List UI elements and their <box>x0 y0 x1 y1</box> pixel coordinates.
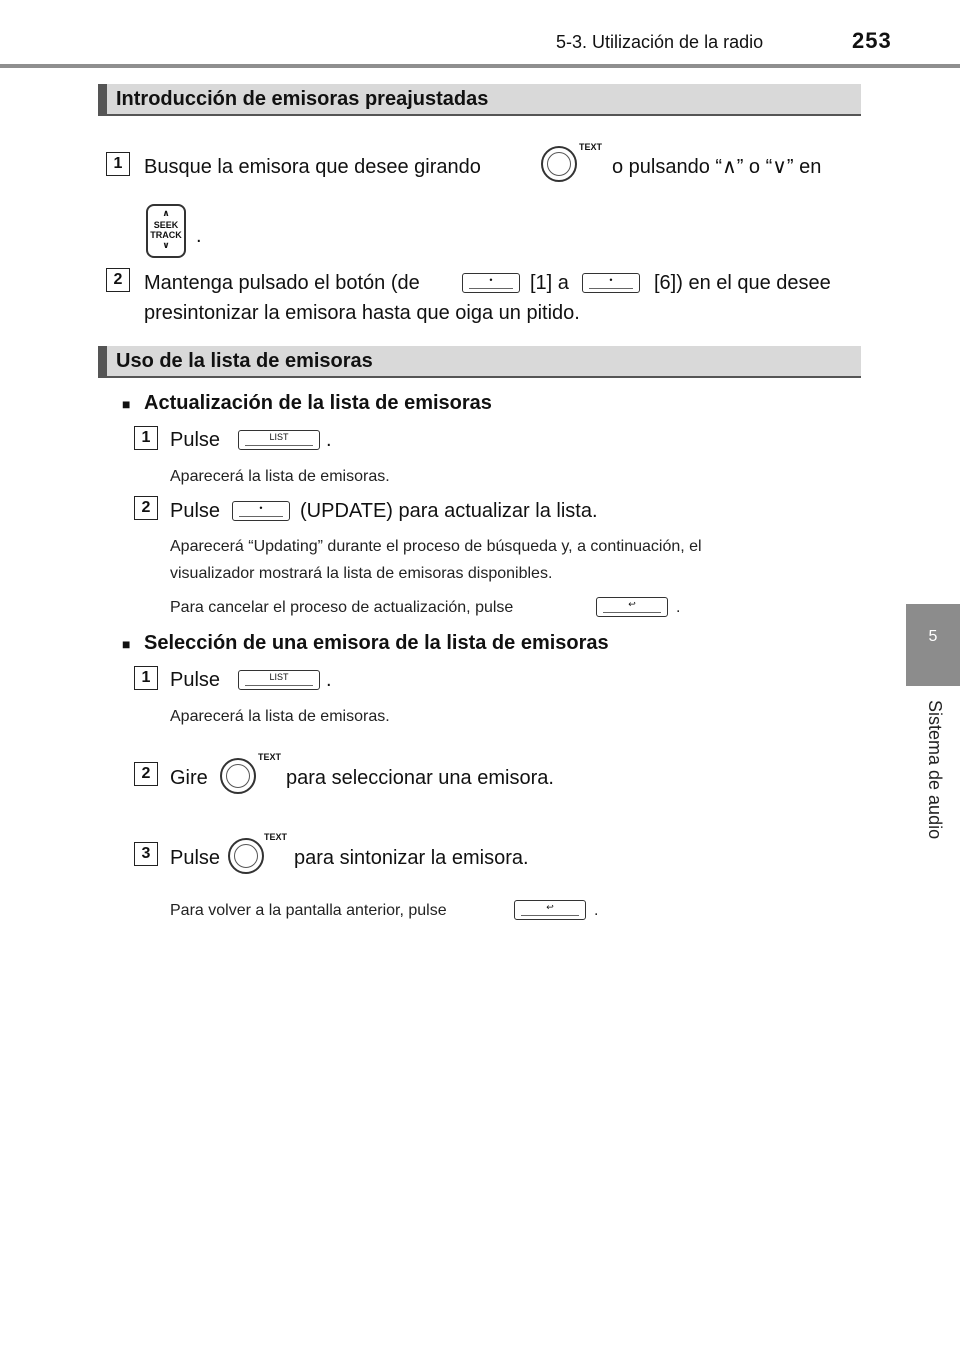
header-divider <box>0 64 960 68</box>
step-text: [1] a <box>530 272 569 294</box>
preset-button-icon: • <box>582 273 640 293</box>
step-note: Para cancelar el proceso de actualización, pulse <box>170 599 514 616</box>
step-text: presintonizar la emisora hasta que oiga un pitido. <box>144 302 580 324</box>
step-badge: 3 <box>134 842 158 866</box>
section-header-label: Uso de la lista de emisoras <box>116 350 373 372</box>
step-note: Aparecerá la lista de emisoras. <box>170 468 390 485</box>
step-text: Pulse <box>170 847 221 869</box>
step-badge: 1 <box>106 152 130 176</box>
bullet-square-icon: ■ <box>122 636 131 652</box>
bullet-square-icon: ■ <box>122 396 131 412</box>
subheading: Actualización de la lista de emisoras <box>144 392 492 414</box>
list-label: LIST <box>269 672 289 682</box>
step-text: para sintonizar la emisora. <box>294 847 529 869</box>
step-text: . <box>196 225 202 247</box>
step-note: . <box>676 599 681 616</box>
knob-text-label: TEXT <box>579 142 603 152</box>
step-note: . <box>594 902 599 919</box>
step-text: Busque la emisora que desee girando <box>144 156 481 178</box>
section-header-preset <box>98 84 861 116</box>
step-text: para seleccionar una emisora. <box>286 767 554 789</box>
seek-label: SEEK <box>153 220 179 230</box>
section-header-label: Introducción de emisoras preajustadas <box>116 88 489 110</box>
section-header-list <box>98 346 861 378</box>
track-label: TRACK <box>150 230 182 240</box>
preset-button-icon: • <box>462 273 520 293</box>
step-text: [6]) en el que desee <box>654 272 831 294</box>
step-text: Mantenga pulsado el botón (de <box>144 272 420 294</box>
step-text: o pulsando “∧” o “∨” en <box>612 156 822 178</box>
tune-knob-icon <box>228 832 288 874</box>
step-text: (UPDATE) para actualizar la lista. <box>300 500 598 522</box>
chapter-number: 5 <box>928 628 938 645</box>
tune-knob-icon <box>220 752 282 794</box>
page-number: 253 <box>852 28 892 53</box>
update-button-icon: • <box>232 501 290 521</box>
step-note: visualizador mostrará la lista de emisoras disponibles. <box>170 565 553 582</box>
step-badge: 1 <box>134 426 158 450</box>
step-text: Gire <box>170 767 208 789</box>
knob-text-label: TEXT <box>258 752 282 762</box>
list-label: LIST <box>269 432 289 442</box>
step-badge: 2 <box>106 268 130 292</box>
subheading: Selección de una emisora de la lista de emisoras <box>144 632 609 654</box>
step-badge: 2 <box>134 762 158 786</box>
step-text: . <box>326 669 332 691</box>
step-note: Para volver a la pantalla anterior, pulse <box>170 902 447 919</box>
back-button-icon: ↩ <box>596 597 668 617</box>
seek-track-icon: ∧ SEEK TRACK ∨ <box>146 204 186 263</box>
list-button-icon <box>238 430 320 450</box>
step-text: Pulse <box>170 669 221 691</box>
chapter-label: Sistema de audio <box>925 700 945 840</box>
step-text: Pulse <box>170 500 221 522</box>
back-button-icon: ↩ <box>514 900 586 920</box>
list-button-icon <box>238 670 320 690</box>
section-title: 5-3. Utilización de la radio <box>556 32 764 52</box>
step-note: Aparecerá “Updating” durante el proceso de búsqueda y, a continuación, el <box>170 538 702 555</box>
step-text: . <box>326 429 332 451</box>
tune-knob-icon <box>541 142 603 182</box>
step-badge: 2 <box>134 496 158 520</box>
knob-text-label: TEXT <box>264 832 288 842</box>
step-note: Aparecerá la lista de emisoras. <box>170 708 390 725</box>
step-badge: 1 <box>134 666 158 690</box>
step-text: Pulse <box>170 429 221 451</box>
